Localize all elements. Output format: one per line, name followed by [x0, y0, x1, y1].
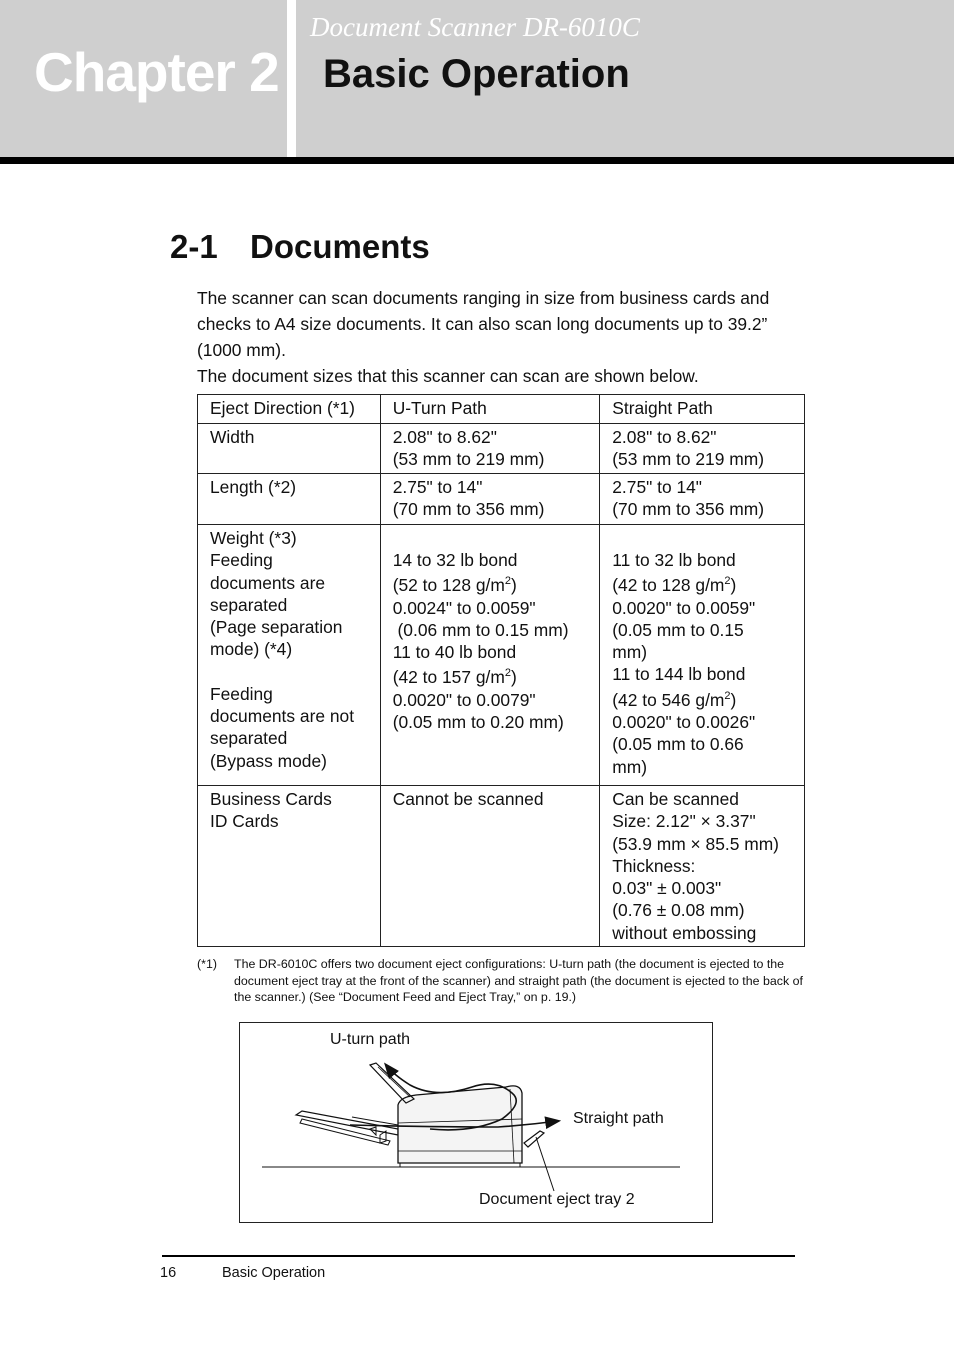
superscript: 2: [504, 575, 511, 588]
table-row-width: [198, 424, 805, 474]
cell-line: mm): [612, 642, 648, 663]
superscript: 2: [504, 667, 511, 680]
cell-line: 0.03" ± 0.003": [612, 878, 722, 899]
cell-line: (42 to 157 $g/m^2$): [392, 667, 517, 688]
row-label: [198, 786, 381, 947]
footnote-text: The DR-6010C offers two document eject configurations: U-turn path (the document is ejected to the document eject tray at the front of the scanner) and straight path (the document is ejected to the back of the scanner.) (See “Document Feed and Eject Tray,” on p. 19.): [234, 957, 803, 1004]
cell-line: (0.06 mm to 0.15 mm): [392, 619, 569, 640]
straight-cell: [600, 525, 805, 786]
cell-line: (Page separation: [210, 617, 343, 638]
uturn-cell: [380, 474, 600, 525]
superscript: 2: [724, 575, 731, 588]
tray-edge: [352, 1117, 398, 1125]
scanner-body: [398, 1086, 522, 1163]
superscript: 2: [724, 689, 731, 702]
cell-line: (53 mm to 219 mm): [392, 449, 545, 470]
header-cell: U-Turn Path: [380, 395, 600, 424]
cell-line: separated: [210, 728, 288, 749]
cell-line: (0.05 mm to 0.66: [612, 734, 744, 755]
cell-line: 2.08" to 8.62": [392, 427, 497, 447]
uturn-cell: [380, 424, 600, 474]
cell-line: Feeding: [210, 683, 273, 704]
eject-path-figure: [239, 1022, 713, 1223]
cell-line: 14 to 32 lb bond: [392, 550, 518, 570]
cell-line: mode) (*4): [210, 639, 293, 660]
cell-line: 0.0020" to 0.0059": [612, 597, 756, 618]
header-cell: Straight Path: [600, 395, 805, 424]
cell-line: (Bypass mode): [210, 750, 327, 771]
table-row-length: [198, 474, 805, 525]
uturn-cell: [380, 525, 600, 786]
cell-line: Can be scanned: [612, 789, 739, 809]
gsm-text: (42 to 546 g/m: [612, 689, 725, 710]
gsm-text: (42 to 128 g/m: [612, 575, 725, 596]
header-divider: [287, 0, 296, 158]
cell-line: 11 to 40 lb bond: [392, 642, 517, 663]
chapter-title: Basic Operation: [323, 52, 630, 96]
tray-leader-line: [536, 1137, 554, 1191]
cell-line: Thickness:: [612, 855, 696, 876]
rear-eject-tray: [524, 1131, 544, 1147]
cell-line: (53.9 mm × 85.5 mm): [612, 833, 779, 854]
cell-line: Business Cards: [210, 789, 332, 809]
header-cell: Eject Direction (*1): [198, 395, 381, 424]
cell-line: Feeding: [210, 550, 273, 571]
footnote-mark: (*1): [197, 957, 217, 971]
cell-line: 0.0020" to 0.0026": [612, 712, 756, 733]
footnote: [197, 956, 807, 1006]
section-title: Documents: [250, 228, 430, 265]
cell-line: 0.0020" to 0.0079": [392, 689, 536, 710]
footer-title: Basic Operation: [222, 1265, 326, 1281]
cell-line: (0.05 mm to 0.20 mm): [392, 712, 564, 733]
cell-line: 2.75" to 14": [612, 477, 702, 497]
cell-line: 11 to 144 lb bond: [612, 664, 746, 685]
row-label: Width: [198, 424, 381, 474]
product-name: Document Scanner DR-6010C: [310, 12, 640, 42]
gsm-text: (42 to 157 g/m: [392, 667, 505, 688]
table-row-cards: [198, 786, 805, 947]
cell-line: without embossing: [612, 922, 757, 943]
document-size-table: [197, 394, 805, 947]
straight-cell: [600, 424, 805, 474]
intro-text: [197, 285, 812, 389]
cell-line: 0.0024" to 0.0059": [392, 597, 536, 618]
header-rule: [0, 157, 954, 164]
row-label: [198, 525, 381, 786]
cell-line: 2.75" to 14": [392, 477, 483, 497]
straight-cell: [600, 786, 805, 947]
cell-line: 11 to 32 lb bond: [612, 550, 736, 570]
chapter-header: [0, 0, 954, 158]
intro-paragraph: The scanner can scan documents ranging in size from business cards and checks to A4 size documents. It can also scan long documents up to 39.2” (1000 mm).: [197, 288, 770, 360]
table-header-row: [198, 395, 805, 424]
cell-line: mm): [612, 756, 648, 777]
uturn-cell: Cannot be scanned: [380, 786, 600, 947]
cell-line: ID Cards: [210, 811, 279, 832]
front-eject-tray: [296, 1111, 398, 1135]
chapter-label: Chapter 2: [34, 41, 279, 103]
cell-line: (0.05 mm to 0.15: [612, 619, 744, 640]
cell-line: (52 to 128 $g/m^2$): [392, 575, 517, 596]
cell-line: Size: 2.12" × 3.37": [612, 811, 756, 832]
intro-paragraph: The document sizes that this scanner can scan are shown below.: [197, 366, 699, 386]
table-row-weight: [198, 525, 805, 786]
cell-line: separated: [210, 594, 288, 615]
cell-line: (53 mm to 219 mm): [612, 449, 764, 470]
cell-line: (42 to 128 $g/m^2$): [612, 575, 737, 596]
cell-line: Weight (*3): [210, 528, 297, 548]
cell-line: documents are not: [210, 706, 355, 727]
row-label: Length (*2): [198, 474, 381, 525]
cell-line: documents are: [210, 572, 326, 593]
eject-tray-label: Document eject tray 2: [479, 1191, 635, 1208]
straight-cell: [600, 474, 805, 525]
section-number: 2-1: [170, 228, 218, 265]
cell-line: (70 mm to 356 mm): [612, 499, 764, 520]
footer-rule: [162, 1255, 795, 1257]
straight-path-label: Straight path: [573, 1110, 664, 1127]
cell-line: (0.76 ± 0.08 mm): [612, 900, 745, 921]
page-number: 16: [160, 1265, 177, 1281]
cell-line: 2.08" to 8.62": [612, 427, 717, 447]
section-heading: [170, 228, 430, 266]
gsm-text: (52 to 128 g/m: [392, 575, 505, 596]
uturn-path-label: U-turn path: [330, 1031, 411, 1048]
cell-line: (42 to 546 $g/m^2$): [612, 689, 737, 710]
cell-line: (70 mm to 356 mm): [392, 499, 545, 520]
